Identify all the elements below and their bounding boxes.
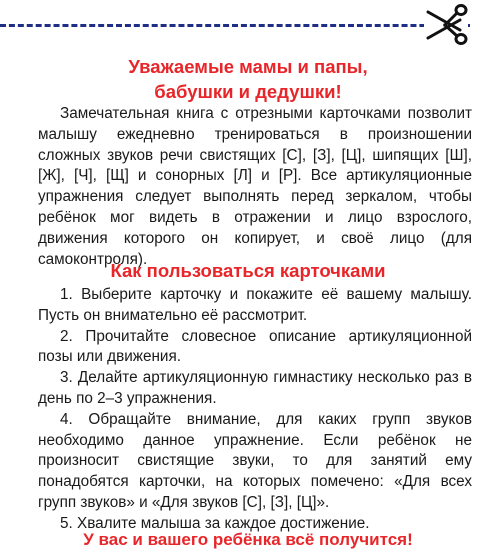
steps-list	[38, 285, 472, 535]
greeting-line-2: бабушки и дедушки!	[154, 81, 342, 102]
greeting-heading	[0, 54, 496, 104]
step-item-1: 1. Выберите карточку и покажите её вашему малышу. Пусть он внимательно её рассмотрит.	[38, 286, 472, 324]
howto-heading: Как пользоваться карточками	[110, 260, 386, 281]
step-item-3: 3. Делайте артикуляционную гимнастику несколько раз в день по 2–3 упражнения.	[38, 369, 472, 407]
step-item-4: 4. Обращайте внимание, для каких групп звуков необходимо данное упражнение. Если ребёнок не произносит свистящие звуки, то для занятий ему понадобятся карточки, на которых помечено: «Для всех групп звуков» и «Для звуков [С], [З], [Ц]».	[38, 410, 472, 511]
step-item-5: 5. Хвалите малыша за каждое достижение.	[60, 514, 370, 532]
step-item-2: 2. Прочитайте словесное описание артикуляционной позы или движения.	[38, 327, 472, 366]
scissors-icon	[424, 2, 468, 46]
intro-paragraph: Замечательная книга с отрезными карточками позволит малышу ежедневно тренироваться в произношении сложных звуков речи свистящих [С], [З], [Ц], шипящих [Ш], [Ж], [Ч], [Щ] и сонорных [Л] и [Р]. Все артикуляционные упражнения следует выполнять перед зеркалом, чтобы ребёнок мог видеть в отражении и лицо взрослого, движения которого он копирует, и своё лицо (для самоконтроля).	[38, 105, 472, 268]
cut-line	[0, 24, 470, 27]
closing-heading: У вас и вашего ребёнка всё получится!	[83, 530, 413, 549]
greeting-line-1: Уважаемые мамы и папы,	[128, 56, 368, 77]
